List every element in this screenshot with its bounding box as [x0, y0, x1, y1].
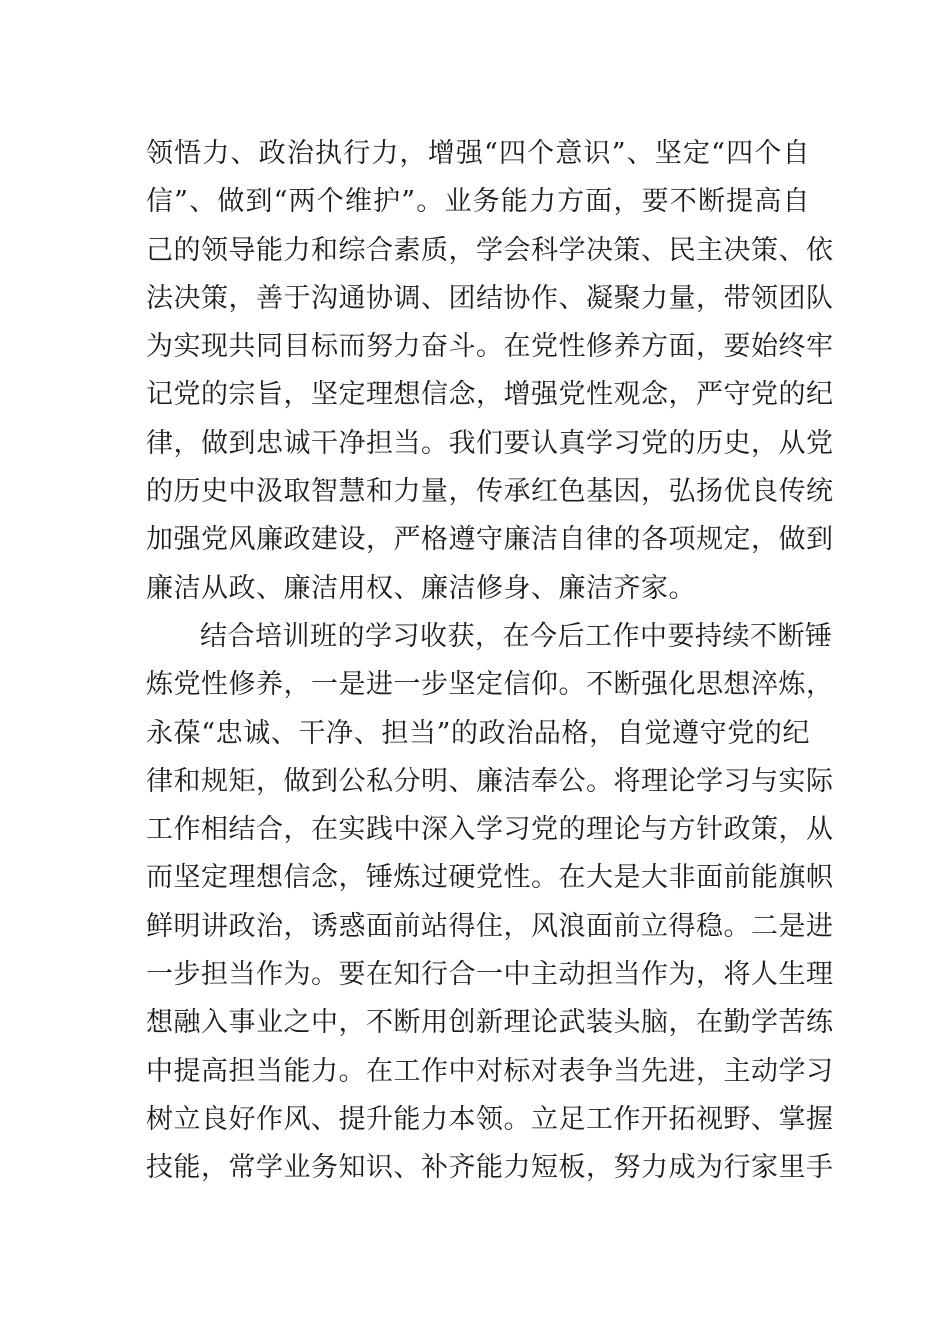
text-line: 永葆“忠诚、干净、担当”的政治品格，自觉遵守党的纪: [146, 717, 810, 749]
document-body: [146, 130, 834, 1193]
text-line: 法决策，善于沟通协调、团结协作、凝聚力量，带领团队: [146, 282, 834, 314]
text-line: 律，做到忠诚干净担当。我们要认真学习党的历史，从党: [146, 427, 834, 459]
text-line: 加强党风廉政建设，严格遵守廉洁自律的各项规定，做到: [146, 524, 834, 556]
text-line: 技能，常学业务知识、补齐能力短板，努力成为行家里手: [146, 1152, 834, 1184]
text-line: 的历史中汲取智慧和力量，传承红色基因，弘扬优良传统: [146, 476, 834, 508]
text-line: 炼党性修养，一是进一步坚定信仰。不断强化思想淬炼，: [146, 669, 834, 701]
text-line: 中提高担当能力。在工作中对标对表争当先进，主动学习: [146, 1055, 834, 1087]
paragraph-first-line: 结合培训班的学习收获，在今后工作中要持续不断锤: [200, 620, 833, 652]
text-line: 廉洁从政、廉洁用权、廉洁修身、廉洁齐家。: [146, 572, 696, 604]
text-line: 想融入事业之中，不断用创新理论武装头脑，在勤学苦练: [146, 1007, 834, 1039]
text-line: 记党的宗旨，坚定理想信念，增强党性观念，严守党的纪: [146, 379, 834, 411]
text-line: 工作相结合，在实践中深入学习党的理论与方针政策，从: [146, 814, 834, 846]
text-line: 树立良好作风、提升能力本领。立足工作开拓视野、掌握: [146, 1103, 834, 1135]
text-line: 己的领导能力和综合素质，学会科学决策、民主决策、依: [146, 234, 834, 266]
text-line: 一步担当作为。要在知行合一中主动担当作为，将人生理: [146, 959, 834, 991]
text-line: 领悟力、政治执行力，增强“四个意识”、坚定“四个自: [146, 138, 810, 169]
text-line: 律和规矩，做到公私分明、廉洁奉公。将理论学习与实际: [146, 765, 834, 797]
text-line: 为实现共同目标而努力奋斗。在党性修养方面，要始终牢: [146, 331, 834, 363]
text-line: 信”、做到“两个维护”。业务能力方面，要不断提高自: [146, 186, 810, 218]
text-line: 而坚定理想信念，锤炼过硬党性。在大是大非面前能旗帜: [146, 862, 834, 894]
text-line: 鲜明讲政治，诱惑面前站得住，风浪面前立得稳。二是进: [146, 910, 834, 942]
